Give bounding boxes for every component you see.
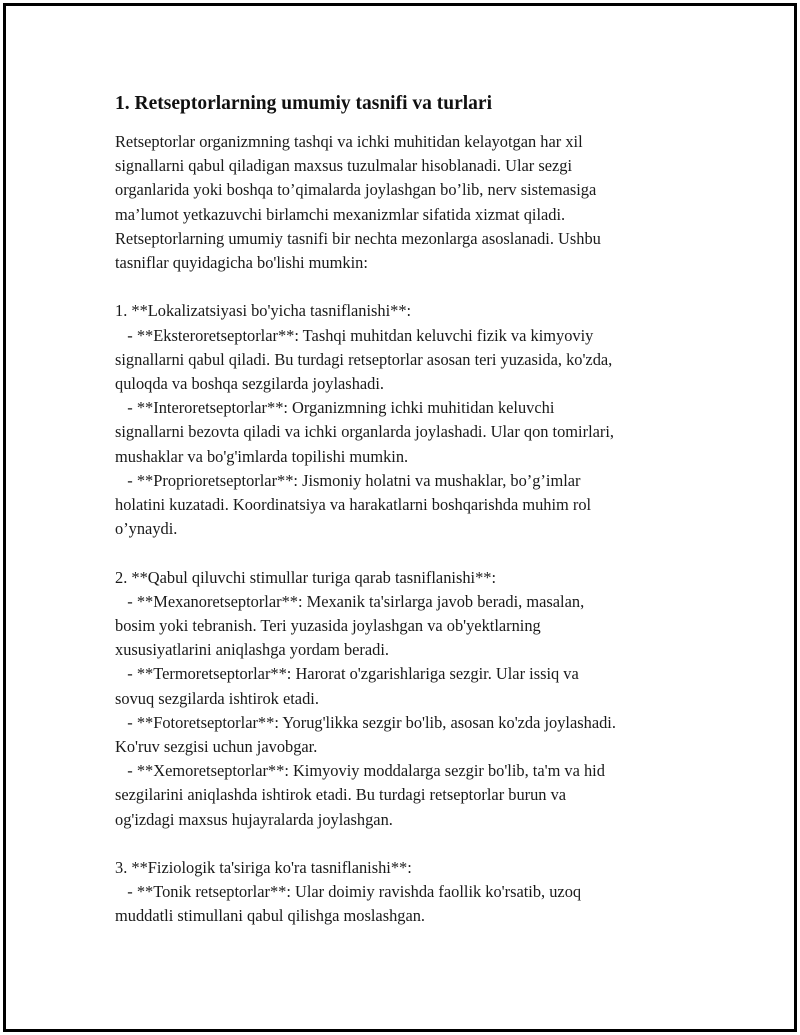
document-body — [115, 90, 695, 929]
list-item: - **Mexanoretseptorlar**: Mexanik ta'sirlarga javob beradi, masalan, — [115, 591, 585, 611]
list-item: - **Tonik retseptorlar**: Ular doimiy ravishda faollik ko'rsatib, uzoq — [115, 882, 582, 902]
list-heading: 2. **Qabul qiluvchi stimullar turiga qarab tasniflanishi**: — [115, 567, 497, 587]
text-line: muddatli stimullani qabul qilishga moslashgan. — [115, 906, 426, 926]
text-line: quloqda va boshqa sezgilarda joylashadi. — [115, 374, 385, 394]
text-line: signallarni qabul qiladigan maxsus tuzulmalar hisoblanadi. Ular sezgi — [115, 156, 573, 176]
section-title: 1. Retseptorlarning umumiy tasnifi va turlari — [115, 93, 492, 114]
list-heading: 1. **Lokalizatsiyasi bo'yicha tasniflanishi**: — [115, 301, 412, 321]
blank-line — [115, 275, 695, 299]
text-line: Retseptorlarning umumiy tasnifi bir nechta mezonlarga asoslanadi. Ushbu — [115, 228, 601, 248]
body-text — [115, 130, 695, 929]
list-item: - **Xemoretseptorlar**: Kimyoviy moddalarga sezgir bo'lib, ta'm va hid — [115, 761, 605, 781]
list-item: - **Interoretseptorlar**: Organizmning ichki muhitidan keluvchi — [115, 398, 555, 418]
text-line: Ko'ruv sezgisi uchun javobgar. — [115, 737, 318, 757]
text-line: organlarida yoki boshqa to’qimalarda joylashgan bo’lib, nerv sistemasiga — [115, 180, 597, 200]
list-item: - **Proprioretseptorlar**: Jismoniy holatni va mushaklar, bo’g’imlar — [115, 470, 581, 490]
text-line: holatini kuzatadi. Koordinatsiya va harakatlarni boshqarishda muhim rol — [115, 495, 592, 515]
text-line: ma’lumot yetkazuvchi birlamchi mexanizmlar sifatida xizmat qiladi. — [115, 204, 566, 224]
text-line: bosim yoki tebranish. Teri yuzasida joylashgan va ob'yektlarning — [115, 616, 541, 636]
text-line: sovuq sezgilarda ishtirok etadi. — [115, 688, 319, 708]
list-item: - **Fotoretseptorlar**: Yorug'likka sezgir bo'lib, asosan ko'zda joylashadi. — [115, 712, 616, 732]
list-heading: 3. **Fiziologik ta'siriga ko'ra tasniflanishi**: — [115, 858, 412, 878]
text-line: Retseptorlar organizmning tashqi va ichki muhitidan kelayotgan har xil — [115, 132, 583, 151]
text-line: o’ynaydi. — [115, 519, 178, 539]
blank-line — [115, 541, 695, 565]
list-item: - **Eksteroretseptorlar**: Tashqi muhitdan keluvchi fizik va kimyoviy — [115, 325, 594, 345]
list-item: - **Termoretseptorlar**: Harorat o'zgarishlariga sezgir. Ular issiq va — [115, 664, 579, 684]
text-line: sezgilarini aniqlashda ishtirok etadi. Bu turdagi retseptorlar burun va — [115, 785, 567, 805]
text-line: tasniflar quyidagicha bo'lishi mumkin: — [115, 253, 368, 273]
text-line: xususiyatlarini aniqlashga yordam beradi. — [115, 640, 390, 660]
text-line: og'izdagi maxsus hujayralarda joylashgan. — [115, 809, 393, 829]
text-line: signallarni bezovta qiladi va ichki organlarda joylashadi. Ular qon tomirlari, — [115, 422, 615, 442]
text-line: signallarni qabul qiladi. Bu turdagi retseptorlar asosan teri yuzasida, ko'zda, — [115, 349, 613, 369]
blank-line — [115, 832, 695, 856]
text-line: mushaklar va bo'g'imlarda topilishi mumkin. — [115, 446, 409, 466]
